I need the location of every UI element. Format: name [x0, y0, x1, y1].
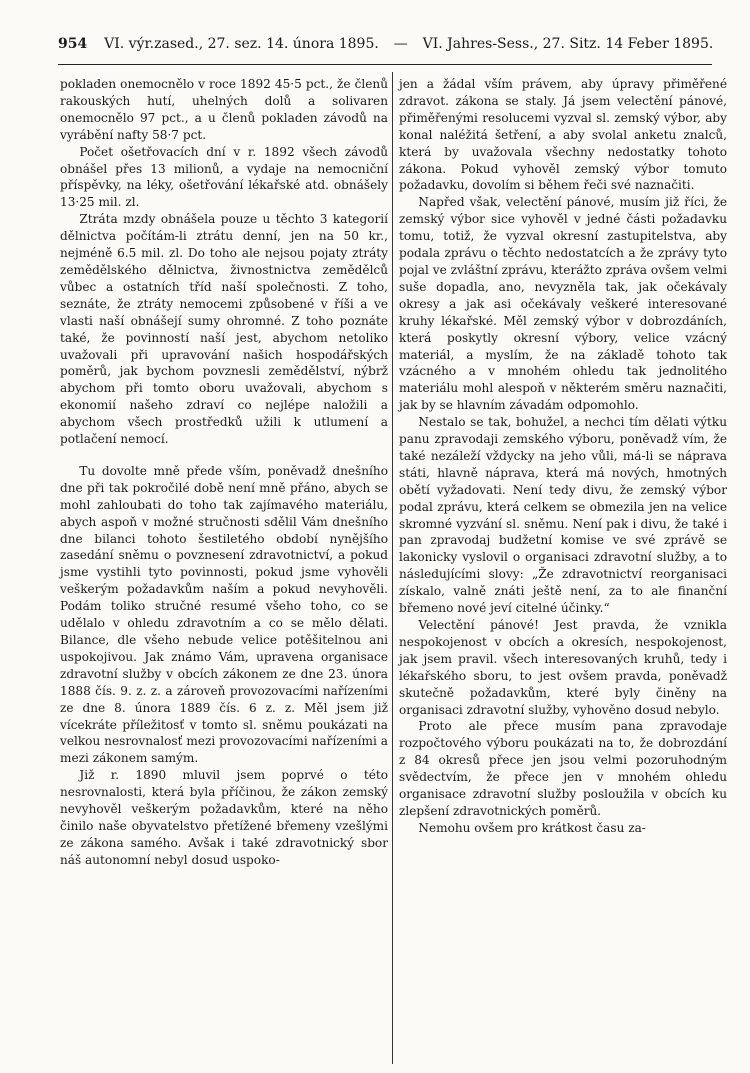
running-header — [58, 36, 712, 58]
header-separator: — — [393, 36, 408, 52]
right-column — [399, 76, 727, 837]
paragraph: Tu dovolte mně přede vším, poněvadž dnešního dne při tak pokročilé době není mně přáno, abych se mohl zahloubati do toho tak zajímavého materiálu, abych aspoň v možné stručnosti sdělil Vám dnešního dne bilanci tohoto šestiletého období nynějšího zasedání sněmu o povznesení zdravotnictví, a pokud jsme vystihli tyto povinnosti, pokud jsme vyhověli veškerým požadavkům naším a pokud nevyhověli. Podám toliko stručné resumé všeho toho, co se udělalo v ohledu zdravotním a co se mělo dělati. Bilance, dle všeho nebude velice potěšitelnou ani uspokojivou. Jak známo Vám, upravena organisace zdravotní služby v obcích zákonem ze dne 23. února 1888 čís. 9. z. z. a zároveň provozovacími nařízeními ze dne 8. února 1889 čís. 6 z. z. Měl jsem již vícekráte příležitosť v tomto sl. sněmu poukázati na velkou nesrovnalosť mezi provozovacími nařízeními a mezi zákonem samým. — [60, 463, 388, 766]
paragraph: Již r. 1890 mluvil jsem poprvé o této nesrovnalosti, která byla příčinou, že zákon zemský nevyhověl veškerým požadavkům, které na něho činilo naše obyvatelstvo přetížené břemeny vzešlými ze zákona samého. Avšak i také zdravotnický sbor náš autonomní nebyl dosud uspoko- — [60, 768, 388, 867]
paragraph: Nestalo se tak, bohužel, a nechci tím dělati výtku panu zpravodaji zemského výboru, poněvadž vím, že také nezáleží vždycky na jeho vůli, má-li se náprava státi, hlavně náprava, která má nových, hmotných obětí vyžadovati. Není tedy divu, že zemský výbor podal zprávu, která celkem se obmezila jen na velice skromné vyzvání sl. sněmu. Není pak i divu, že také i pan zpravodaj budžetní komise ve své zprávě se lakonicky vyslovil o organisaci zdravotní služby, a to následujícími slovy: „Že zdravotnictví reorganisaci získalo, valně znáti ještě není, za to ale finanční břemeno nové jeví citelné účinky.“ — [399, 415, 727, 616]
paragraph: jen a žádal vším právem, aby úpravy přiměřené zdravot. zákona se staly. Já jsem velectění pánové, přiměřenými resolucemi vyzval sl. zemský výbor, aby konal naléžitá šetření, a aby svolal anketu znalců, která by uvažovala všechny nedostatky tohoto zákona. Pokud vyhověl zemský výbor tomuto požadavku, dovolím si během řeči své naznačiti. — [399, 77, 727, 193]
column-divider — [392, 72, 393, 1064]
paragraph: Nemohu ovšem pro krátkost času za- — [418, 820, 646, 835]
header-rule — [58, 64, 712, 65]
paragraph: Napřed však, velectění pánové, musím již říci, že zemský výbor sice vyhověl v jedné části požadavku tomu, totiž, že vyzval okresní zastupitelstva, aby podala zprávu o těchto nedostatcích a že zprávy tyto pojal ve zvláštní zprávu, kterážto zpráva ovšem velmi suše dopadla, ano, nevyzněla tak, jak očekávaly okresy a jak asi očekávaly veškeré interesované kruhy lékařské. Měl zemský výbor v dobrozdáních, která poskytly okresní výbory, velice vzácný materiál, a myslím, že na základě tohoto tak vzácného a v mnohém ohledu tak jednolitého materiálu mohl alespoň v některém směru naznačiti, jak by se hlavním závadám odpomohlo. — [399, 195, 727, 413]
paragraph: Velectění pánové! Jest pravda, že vznikla nespokojenost v obcích a okresích, nespokojenost, jak jsem pravil. všech interesovaných kruhů, tedy i lékařského sboru, to jest ovšem pravda, poněvadž skutečně požadavkům, které byly činěny na organisaci zdravotní služby, vyhověno dosud nebylo. — [399, 618, 727, 717]
paragraph: pokladen onemocnělo v roce 1892 45·5 pct., že členů rakouských hutí, uhelných dolů a solivaren onemocnělo 97 pct., a u členů pokladen závodů na vyrábění nafty 58·7 pct. — [60, 77, 388, 142]
header-left-text: VI. výr.zased., 27. sez. 14. února 1895. — [104, 36, 379, 52]
page-number: 954 — [58, 36, 88, 52]
paragraph: Proto ale přece musím pana zpravodaje rozpočtového výboru poukázati na to, že dobrozdání z 84 okresů přece jen jsou velmi pozoruhodným svědectvím, že přece jen v mnohém ohledu organisace zdravotní služby posloužila v obcích ku zlepšení zdravotnických poměrů. — [399, 719, 727, 818]
paragraph: Ztráta mzdy obnášela pouze u těchto 3 kategorií dělnictva počítám-li ztrátu denní, jen na 50 kr., nejméně 6.5 mil. zl. Do toho ale nejsou pojaty ztráty zemědělského dělnictva, živnostnictva zemědělců vůbec a ostatních tříd naší společnosti. Z toho, seznáte, že ztráty nemocemi způsobené v říši a ve vlasti naší obnášejí sumy ohromné. Z toho poznáte také, že povinností naší jest, abychom netoliko uvažovali při upravování našich hospodářských poměrů, jak bychom povznesli zemědělství, nýbrž abychom při tomto oboru uvažovali, abychom s ekonomií našeho zdraví co nejlépe naložili a abychom všech prostředků užili k utlumení a potlačení nemocí. — [60, 212, 388, 447]
header-right-text: VI. Jahres-Sess., 27. Sitz. 14 Feber 1895. — [422, 36, 714, 52]
left-column — [60, 76, 388, 869]
paragraph: Počet ošetřovacích dní v r. 1892 všech závodů obnášel přes 13 milionů, a vydaje na nemocniční příspěvky, na léky, ošetřování lékařské atd. obnášely 13·25 mil. zl. — [60, 144, 388, 210]
